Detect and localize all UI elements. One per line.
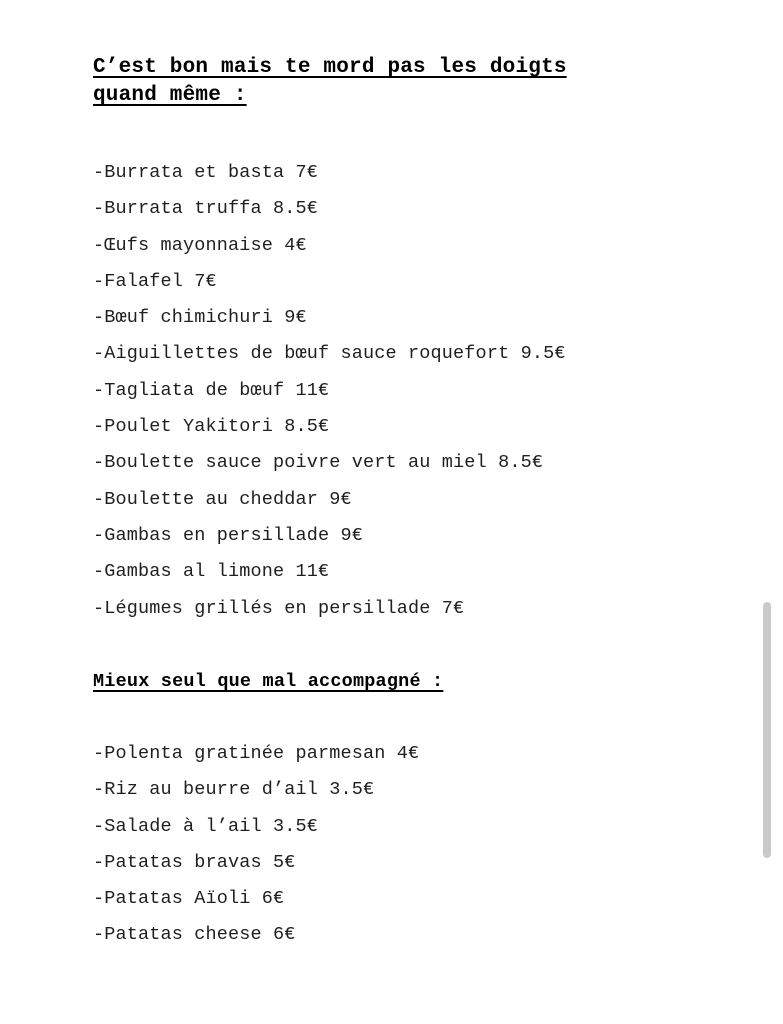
vertical-scrollbar[interactable] [763,602,771,858]
list-item: -Tagliata de bœuf 11€ [93,379,330,401]
list-item: -Légumes grillés en persillade 7€ [93,597,465,619]
list-item: -Polenta gratinée parmesan 4€ [93,743,420,764]
list-item: -Boulette au cheddar 9€ [93,488,352,510]
list-item: -Burrata et basta 7€ [93,162,319,183]
sides-list [93,744,419,962]
list-item: -Patatas bravas 5€ [93,851,296,873]
list-item: -Riz au beurre d’ail 3.5€ [93,779,375,801]
list-item: -Salade à l’ail 3.5€ [93,815,319,837]
list-item: -Patatas cheese 6€ [93,924,296,946]
list-item: -Boulette sauce poivre vert au miel 8.5€ [93,452,544,474]
list-item: -Falafel 7€ [93,270,217,292]
section-title-sides-text: Mieux seul que mal accompagné : [93,671,444,692]
list-item: -Gambas en persillade 9€ [93,524,364,546]
list-item: -Bœuf chimichuri 9€ [93,307,307,329]
list-item: -Aiguillettes de bœuf sauce roquefort 9.5€ [93,343,566,365]
section-title-line-2: quand même : [93,84,247,107]
list-item: -Œufs mayonnaise 4€ [93,234,307,256]
section-title-sides [93,668,443,696]
list-item: -Gambas al limone 11€ [93,561,330,583]
section-title-dishes [93,54,567,110]
section-title-line-1: C’est bon mais te mord pas les doigts [93,56,567,79]
dishes-list [93,163,566,635]
list-item: -Burrata truffa 8.5€ [93,198,319,220]
list-item: -Poulet Yakitori 8.5€ [93,416,330,438]
list-item: -Patatas Aïoli 6€ [93,888,285,910]
